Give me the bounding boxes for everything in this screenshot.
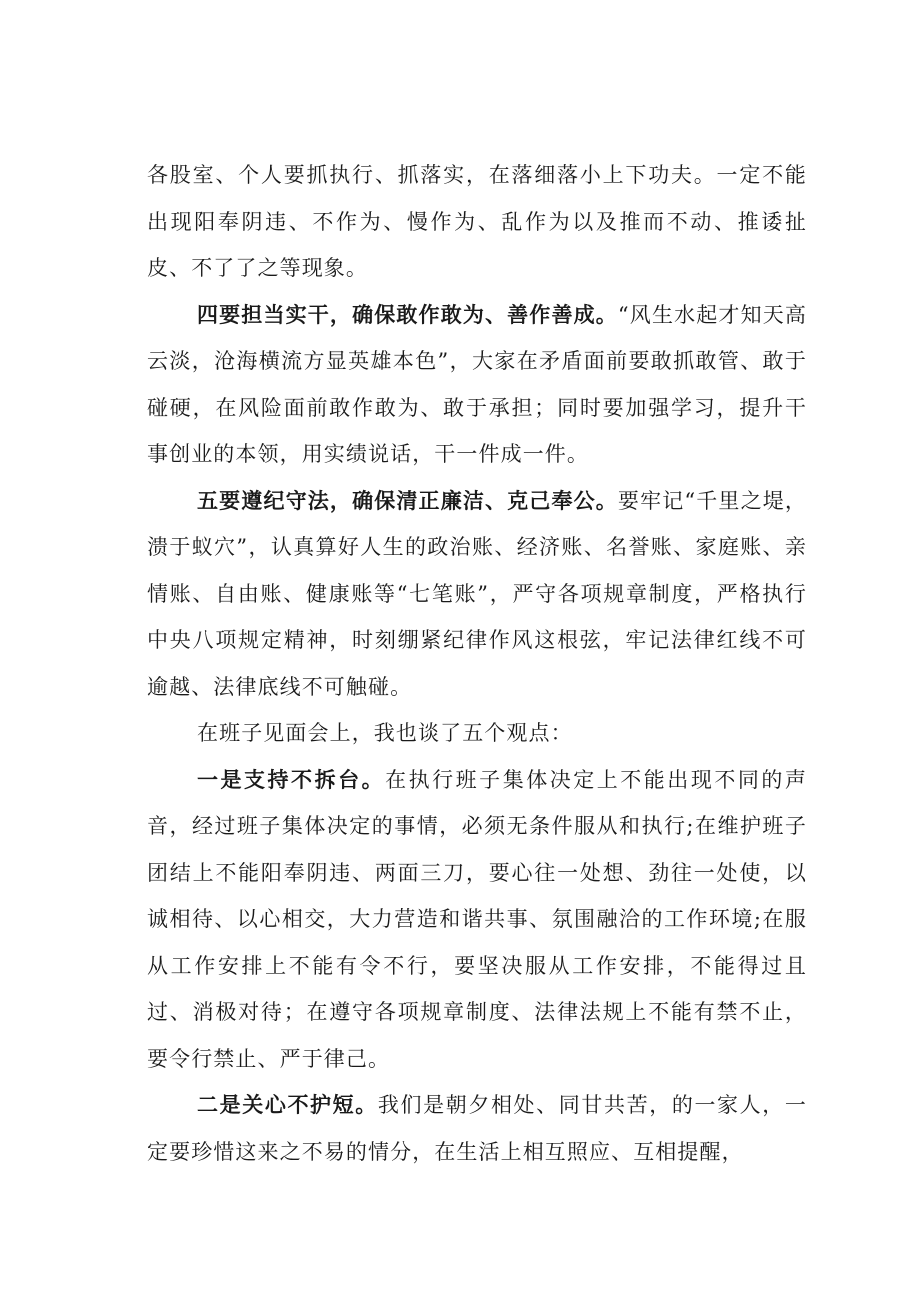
paragraph-view-two	[147, 1082, 807, 1175]
paragraph-lead: 二是关心不护短。	[197, 1092, 378, 1117]
document-body	[147, 152, 807, 1175]
paragraph-lead: 一是支持不拆台。	[197, 766, 386, 792]
paragraph-text: 我们是朝夕相处、同甘共苦，的一家人，一定要珍惜这来之不易的情分，在生活上相互照应、互相提醒，	[147, 1093, 807, 1164]
paragraph-point-five	[147, 478, 807, 711]
paragraph-continuation	[147, 152, 807, 292]
paragraph-text: 在执行班子集体决定上不能出现不同的声音，经过班子集体决定的事情，必须无条件服从和执行;在维护班子团结上不能阳奉阴违、两面三刀，要心往一处想、劲往一处使，以诚相待、以心相交，大力营造和谐共事、氛围融洽的工作环境;在服从工作安排上不能有令不行，要坚决服从工作安排，不能得过且过、消极对待；在遵守各项规章制度、法律法规上不能有禁不止，要令行禁止、严于律己。	[147, 767, 807, 1071]
paragraph-text: 在班子见面会上，我也谈了五个观点：	[197, 721, 573, 745]
paragraph-text: “风生水起才知天高云淡，沧海横流方显英雄本色”，大家在矛盾面前要敢抓敢管、敢于碰硬，在风险面前敢作敢为、敢于承担；同时要加强学习，提升干事创业的本领，用实绩说话，干一件成一件。	[147, 302, 807, 466]
paragraph-meeting-intro	[147, 710, 807, 757]
paragraph-lead: 四要担当实干，确保敢作敢为、善作善成。	[197, 301, 618, 327]
paragraph-view-one	[147, 757, 807, 1083]
paragraph-point-four	[147, 292, 807, 478]
paragraph-text: 要牢记“千里之堤，溃于蚁穴”，认真算好人生的政治账、经济账、名誉账、家庭账、亲情账、自由账、健康账等“七笔账”，严守各项规章制度，严格执行中央八项规定精神，时刻绷紧纪律作风这根弦，牢记法律红线不可逾越、法律底线不可触碰。	[147, 488, 807, 699]
paragraph-lead: 五要遵纪守法，确保清正廉洁、克己奉公。	[197, 487, 618, 513]
paragraph-text: 各股室、个人要抓执行、抓落实，在落细落小上下功夫。一定不能出现阳奉阴违、不作为、慢作为、乱作为以及推而不动、推诿扯皮、不了了之等现象。	[147, 163, 807, 280]
